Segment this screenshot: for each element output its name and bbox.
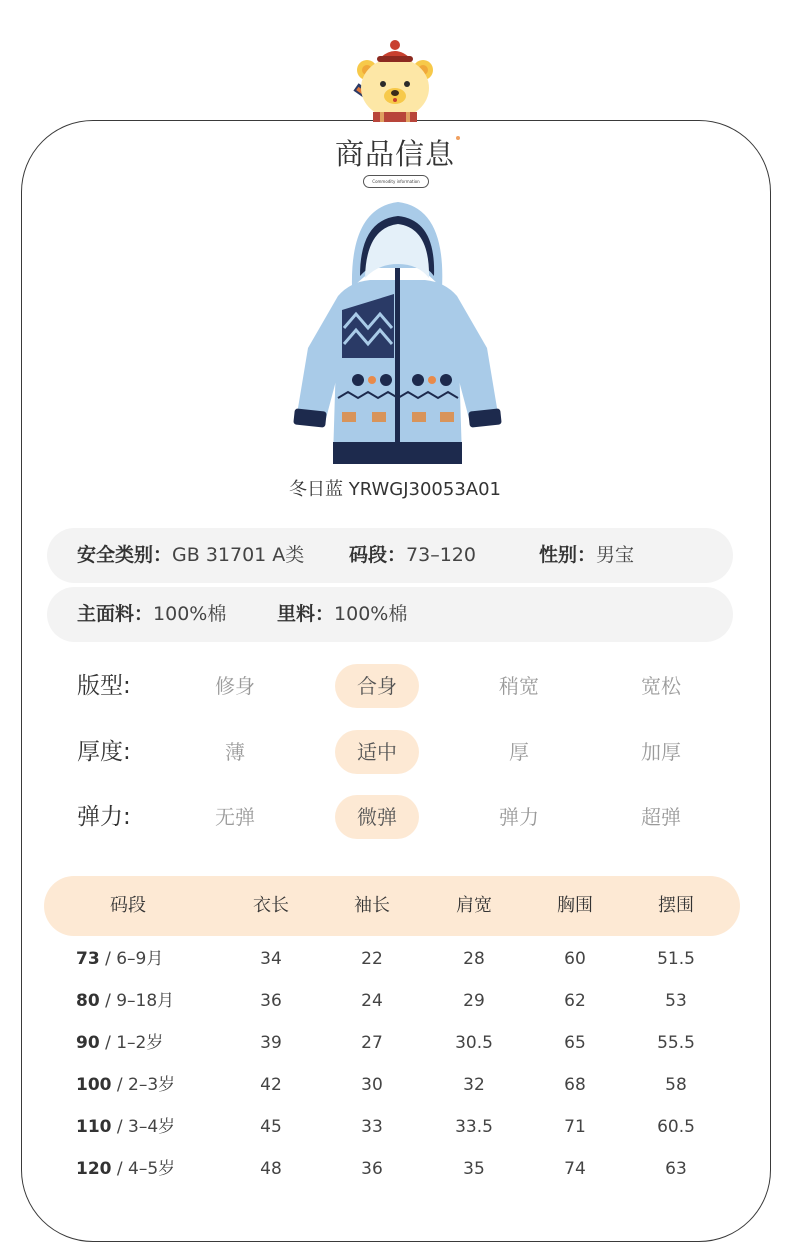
size-cell — [76, 938, 163, 980]
table-cell: 58 — [665, 1075, 687, 1095]
attr-option: 超弹 — [641, 805, 681, 829]
table-cell: 30.5 — [455, 1033, 493, 1053]
table-cell: 39 — [260, 1033, 282, 1053]
size-age: / 3–4岁 — [111, 1117, 176, 1137]
table-cell: 42 — [260, 1075, 282, 1095]
product-image — [290, 198, 505, 470]
table-cell: 48 — [260, 1159, 282, 1179]
table-cell: 71 — [564, 1117, 586, 1137]
info-label: 码段： — [349, 544, 407, 566]
size-code: 73 — [76, 949, 100, 969]
table-header-cell: 胸围 — [557, 895, 593, 916]
size-age: / 2–3岁 — [111, 1075, 176, 1095]
attr-row-thickness — [0, 730, 790, 774]
table-cell: 51.5 — [657, 949, 695, 969]
info-value: 100%棉 — [153, 603, 227, 625]
table-row — [0, 1064, 790, 1106]
attr-label: 版型: — [77, 673, 131, 699]
bear-mascot-icon — [345, 36, 445, 122]
table-cell: 60.5 — [657, 1117, 695, 1137]
table-cell: 62 — [564, 991, 586, 1011]
attr-row-fit — [0, 664, 790, 708]
table-cell: 68 — [564, 1075, 586, 1095]
size-cell — [76, 1022, 163, 1064]
info-label: 里料： — [277, 603, 335, 625]
info-pill-fabric — [47, 587, 733, 642]
info-label: 性别： — [539, 544, 597, 566]
size-code: 80 — [76, 991, 100, 1011]
table-cell: 24 — [361, 991, 383, 1011]
table-header-cell: 肩宽 — [456, 895, 492, 916]
info-value: GB 31701 A类 — [172, 544, 305, 566]
attr-option: 修身 — [215, 674, 255, 698]
size-age: / 9–18月 — [99, 991, 175, 1011]
table-cell: 34 — [260, 949, 282, 969]
attr-option-selected: 合身 — [335, 664, 419, 708]
table-cell: 36 — [361, 1159, 383, 1179]
attr-option: 加厚 — [641, 740, 681, 764]
size-table-header — [44, 876, 740, 936]
table-cell: 29 — [463, 991, 485, 1011]
attr-label: 厚度: — [77, 739, 131, 765]
size-cell — [76, 1106, 175, 1148]
table-cell: 36 — [260, 991, 282, 1011]
table-cell: 22 — [361, 949, 383, 969]
attr-row-elasticity — [0, 795, 790, 839]
table-header-cell: 码段 — [110, 895, 146, 916]
table-cell: 60 — [564, 949, 586, 969]
attr-option: 薄 — [225, 740, 245, 764]
attr-option: 厚 — [509, 740, 529, 764]
table-row — [0, 1106, 790, 1148]
table-row — [0, 1022, 790, 1064]
size-age: / 6–9月 — [99, 949, 164, 969]
info-label: 安全类别： — [77, 544, 173, 566]
table-cell: 30 — [361, 1075, 383, 1095]
table-header-cell: 袖长 — [354, 895, 390, 916]
info-label: 主面料： — [77, 603, 154, 625]
table-cell: 74 — [564, 1159, 586, 1179]
table-cell: 65 — [564, 1033, 586, 1053]
section-subtitle: Commodity information — [363, 175, 429, 188]
table-row — [0, 938, 790, 980]
info-pill-safety — [47, 528, 733, 583]
attr-option-selected: 微弹 — [335, 795, 419, 839]
product-caption: 冬日蓝 YRWGJ30053A01 — [288, 479, 502, 500]
section-title: 商品信息 — [0, 132, 790, 173]
attr-label: 弹力: — [77, 804, 131, 830]
info-value: 73–120 — [406, 544, 476, 566]
table-row — [0, 980, 790, 1022]
attr-option: 稍宽 — [499, 674, 539, 698]
info-value: 男宝 — [596, 544, 635, 566]
table-cell: 63 — [665, 1159, 687, 1179]
attr-option-selected: 适中 — [335, 730, 419, 774]
table-cell: 32 — [463, 1075, 485, 1095]
table-cell: 33 — [361, 1117, 383, 1137]
attr-option: 宽松 — [641, 674, 681, 698]
table-cell: 28 — [463, 949, 485, 969]
table-row — [0, 1148, 790, 1190]
size-code: 100 — [76, 1075, 112, 1095]
table-cell: 45 — [260, 1117, 282, 1137]
table-cell: 33.5 — [455, 1117, 493, 1137]
size-age: / 1–2岁 — [99, 1033, 164, 1053]
table-header-cell: 衣长 — [253, 895, 289, 916]
size-cell — [76, 1064, 175, 1106]
size-code: 110 — [76, 1117, 112, 1137]
info-value: 100%棉 — [334, 603, 408, 625]
table-cell: 55.5 — [657, 1033, 695, 1053]
attr-option: 无弹 — [215, 805, 255, 829]
size-cell — [76, 980, 174, 1022]
table-cell: 35 — [463, 1159, 485, 1179]
size-code: 120 — [76, 1159, 112, 1179]
size-cell — [76, 1148, 175, 1190]
table-cell: 27 — [361, 1033, 383, 1053]
table-cell: 53 — [665, 991, 687, 1011]
size-age: / 4–5岁 — [111, 1159, 176, 1179]
size-code: 90 — [76, 1033, 100, 1053]
table-header-cell: 摆围 — [658, 895, 694, 916]
attr-option: 弹力 — [499, 805, 539, 829]
